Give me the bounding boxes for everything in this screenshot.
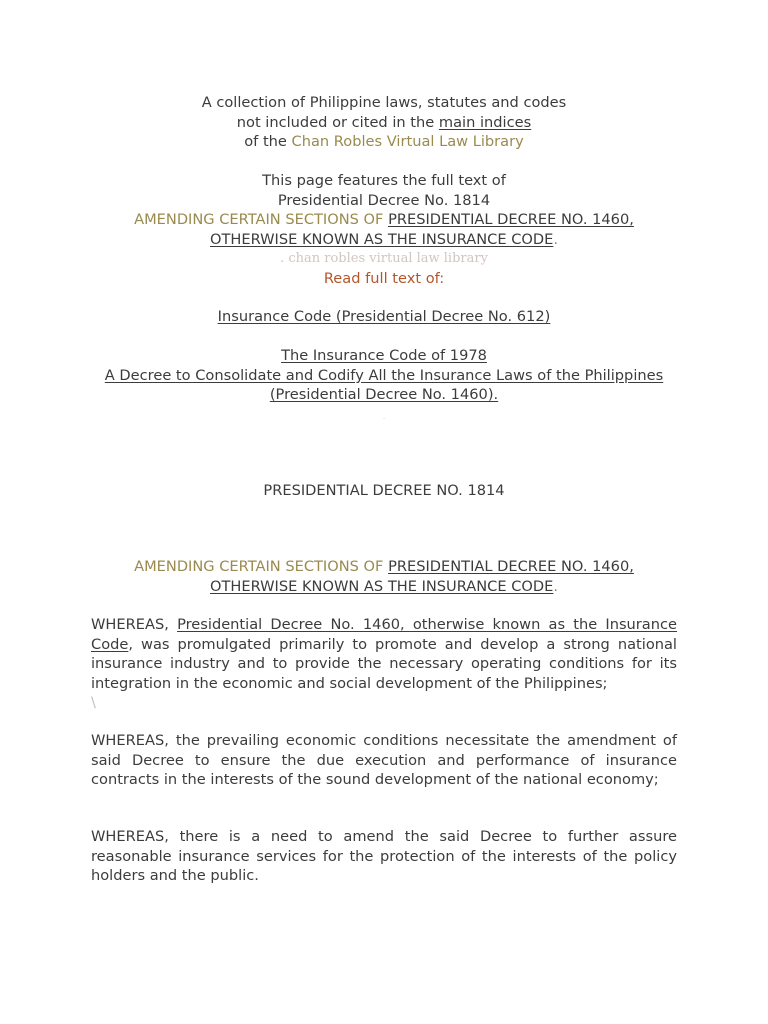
- decree-sub-period: .: [553, 577, 559, 595]
- main-indices-link[interactable]: main indices: [438, 113, 532, 131]
- decree-sub-prefix: AMENDING CERTAIN SECTIONS OF: [134, 558, 389, 575]
- whereas-1-pd-1460-link[interactable]: Presidential Decree No. 1460, otherwise known as the Insurance Code: [91, 616, 678, 653]
- feature-amend-line-1: [0, 210, 768, 230]
- whereas-1-text: , was promulgated primarily to promote and develop a strong national insurance industry and to provide the necessary operating conditions for its integration in the economic and social development of the Philippines;: [91, 635, 677, 692]
- whereas-paragraph-1: [91, 615, 677, 713]
- whereas-1-prefix: WHEREAS,: [91, 616, 178, 633]
- decree-sub-pd-1460-link[interactable]: PRESIDENTIAL DECREE NO. 1460,: [388, 558, 634, 575]
- decree-subtitle-block: [0, 557, 768, 596]
- feature-line-1: This page features the full text of: [262, 172, 506, 189]
- intro-line-2-prefix: not included or cited in the: [236, 113, 439, 131]
- chan-robles-library-link[interactable]: Chan Robles Virtual Law Library: [291, 133, 524, 150]
- pd-1460-link[interactable]: PRESIDENTIAL DECREE NO. 1460,: [388, 211, 634, 228]
- related-links-block: [0, 346, 768, 405]
- decree-sub-line-2: [0, 577, 768, 597]
- related-link-2-row: [0, 346, 768, 366]
- feature-amend-prefix: AMENDING CERTAIN SECTIONS OF: [134, 211, 389, 228]
- whereas-1-trailing-mark: \: [91, 694, 96, 711]
- decree-sub-insurance-code-link[interactable]: OTHERWISE KNOWN AS THE INSURANCE CODE: [209, 577, 554, 595]
- insurance-code-link[interactable]: OTHERWISE KNOWN AS THE INSURANCE CODE: [209, 230, 554, 248]
- feature-amend-period: .: [553, 230, 559, 248]
- insurance-code-1978-link[interactable]: The Insurance Code of 1978: [281, 347, 487, 364]
- related-link-4-row: [0, 385, 768, 405]
- intro-line-2: [0, 113, 768, 133]
- whereas-paragraph-3: WHEREAS, there is a need to amend the said Decree to further assure reasonable insurance services for the protection of the interests of the policy holders and the public.: [91, 828, 677, 884]
- related-link-1-row: [0, 307, 768, 327]
- feature-block: [0, 171, 768, 288]
- feature-amend-line-2: [0, 230, 768, 250]
- related-link-3-row: [0, 366, 768, 386]
- intro-line-3-prefix: of the: [244, 133, 292, 150]
- intro-block: [0, 93, 768, 152]
- read-full-text-label: Read full text of:: [323, 269, 445, 287]
- whereas-paragraph-2: WHEREAS, the prevailing economic conditions necessitate the amendment of said Decree to ensure the due execution and performance of insurance contracts in the interests of the sound development of the national economy;: [91, 732, 677, 788]
- insurance-code-pd612-link[interactable]: Insurance Code (Presidential Decree No. 612): [217, 308, 551, 325]
- decree-title: PRESIDENTIAL DECREE NO. 1814: [263, 482, 505, 499]
- feature-line-2: Presidential Decree No. 1814: [277, 191, 491, 209]
- decree-sub-line-1: [0, 557, 768, 577]
- small-dot: .: [382, 412, 386, 421]
- consolidate-decree-link[interactable]: A Decree to Consolidate and Codify All the Insurance Laws of the Philippines: [104, 366, 664, 384]
- intro-line-3: [0, 132, 768, 152]
- watermark-text: . chan robles virtual law library: [280, 251, 488, 266]
- pd-1460-paren-link[interactable]: (Presidential Decree No. 1460).: [269, 386, 499, 403]
- intro-line-1: A collection of Philippine laws, statutes and codes: [201, 94, 567, 111]
